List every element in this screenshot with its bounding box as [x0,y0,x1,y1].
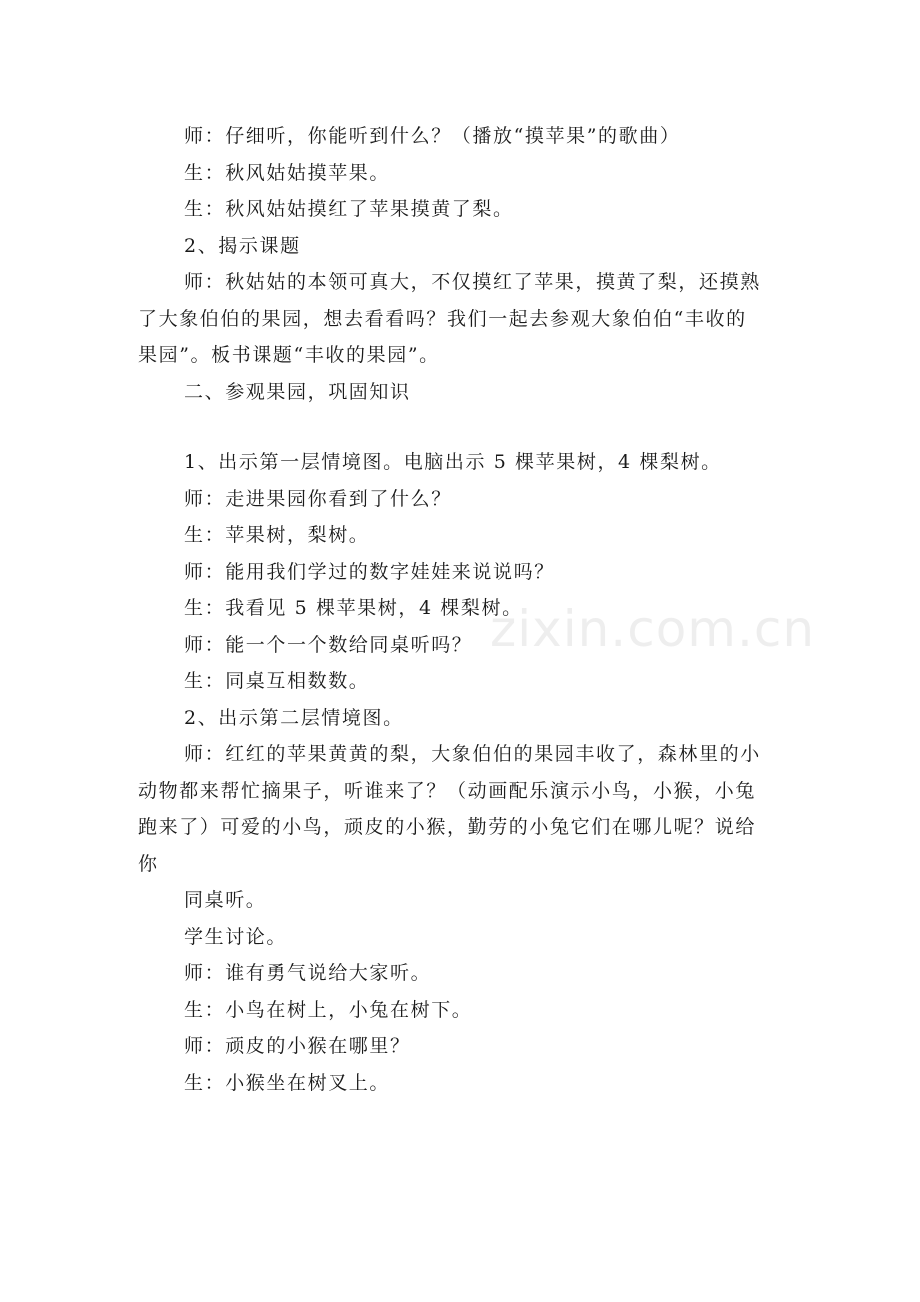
dialogue-line: 师：能一个一个数给同桌听吗？ [184,633,473,656]
paragraph-line: 师：秋姑姑的本领可真大，不仅摸红了苹果，摸黄了梨，还摸熟 [184,271,761,293]
dialogue-line: 生：同桌互相数数。 [184,670,370,692]
dialogue-line: 师：能用我们学过的数字娃娃来说说吗？ [184,560,555,583]
spacer [138,410,784,444]
paragraph-line: 师：红红的苹果黄黄的梨，大象伯伯的果园丰收了，森林里的小 [184,743,761,765]
dialogue-line: 同桌听。 [184,889,267,911]
subheading: 2、出示第二层情境图。 [184,706,404,729]
dialogue-line: 师：走进果园你看到了什么？ [184,487,452,510]
watermark: zixin.com.cn [490,600,816,658]
subheading: 1、出示第一层情境图。电脑出示 5 棵苹果树，4 棵梨树。 [184,451,722,473]
paragraph-line: 你 [138,852,159,875]
paragraph-line: 跑来了）可爱的小鸟，顽皮的小猴，勤劳的小兔它们在哪儿呢？说给 [138,816,757,838]
paragraph-line: 动物都来帮忙摘果子，听谁来了？（动画配乐演示小鸟，小猴，小兔 [138,779,757,802]
paragraph-line: 果园”。板书课题“丰收的果园”。 [138,344,440,366]
subheading: 2、揭示课题 [184,234,301,257]
dialogue-line: 师：仔细听，你能听到什么？（播放“摸苹果”的歌曲） [184,125,681,147]
dialogue-line: 师：谁有勇气说给大家听。 [184,962,432,984]
dialogue-line: 学生讨论。 [184,925,288,948]
dialogue-line: 生：秋风姑姑摸红了苹果摸黄了梨。 [184,198,514,220]
dialogue-line: 生：苹果树，梨树。 [184,524,370,546]
paragraph-line: 了大象伯伯的果园，想去看看吗？我们一起去参观大象伯伯“丰收的 [138,307,747,330]
section-heading: 二、参观果园，巩固知识 [184,380,411,403]
dialogue-line: 生：小鸟在树上，小兔在树下。 [184,998,473,1021]
dialogue-line: 生：我看见 5 棵苹果树，4 棵梨树。 [184,597,523,619]
dialogue-line: 生：秋风姑姑摸苹果。 [184,161,391,184]
document-body [138,118,784,1101]
dialogue-line: 师：顽皮的小猴在哪里？ [184,1035,411,1057]
dialogue-line: 生：小猴坐在树叉上。 [184,1071,391,1094]
